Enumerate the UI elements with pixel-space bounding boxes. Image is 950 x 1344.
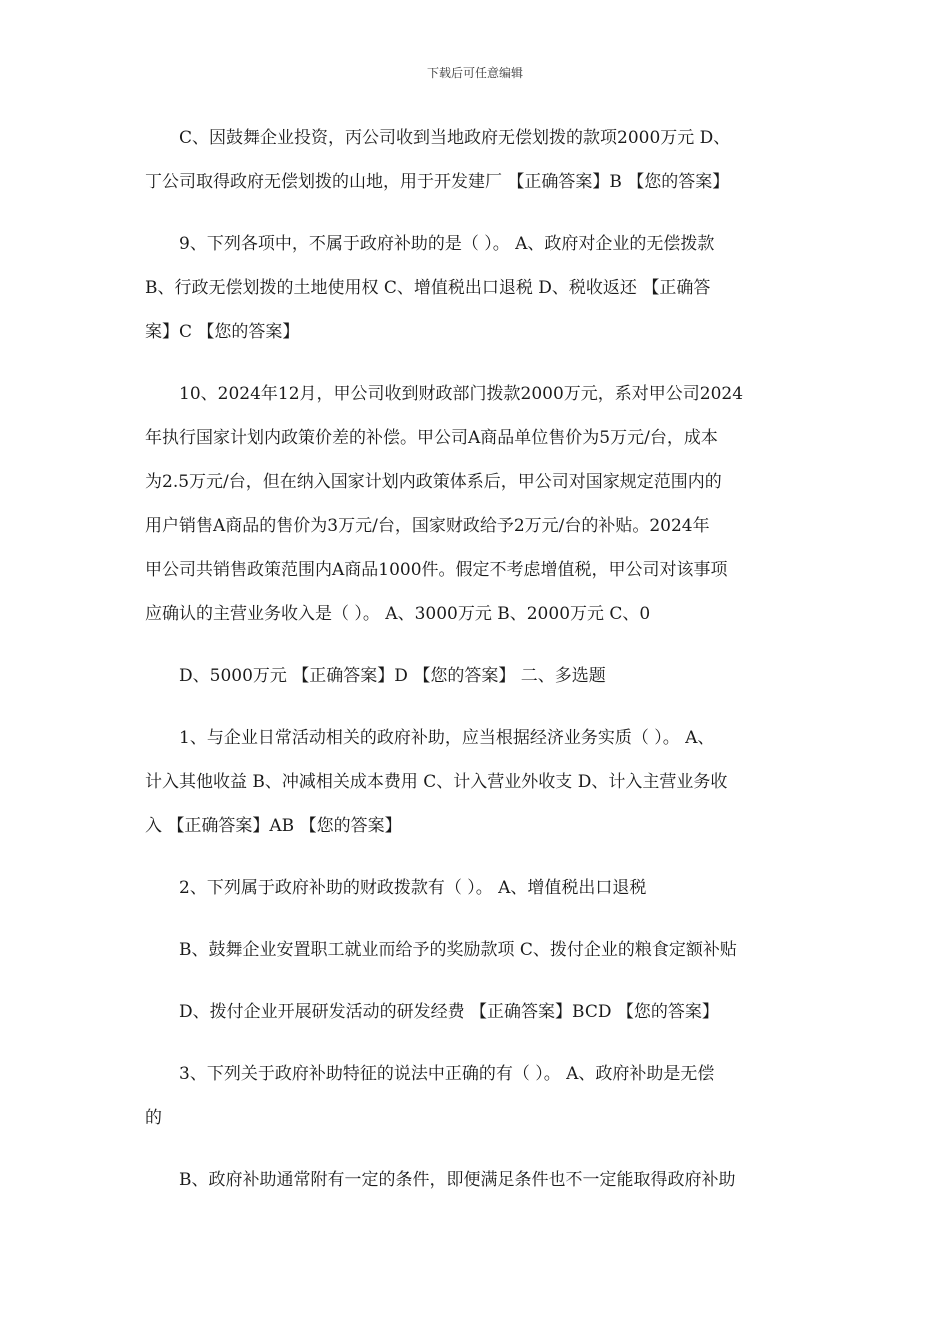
text-line: 3、下列关于政府补助特征的说法中正确的有（ ）。 A、政府补助是无偿 (179, 1064, 715, 1084)
paragraph-multi-question-3 (145, 1052, 810, 1140)
text-line: 的 (145, 1108, 162, 1128)
text-line: D、5000万元 【正确答案】D 【您的答案】 二、多选题 (179, 666, 606, 686)
paragraph-option-c-d (145, 116, 810, 204)
paragraph-multi-question-1 (145, 716, 810, 848)
paragraph-question-10 (145, 372, 810, 636)
text-line: 应确认的主营业务收入是（ ）。 A、3000万元 B、2000万元 C、0 (145, 604, 651, 624)
text-line: 1、与企业日常活动相关的政府补助，应当根据经济业务实质（ ）。 A、 (179, 728, 715, 748)
paragraph-multi-question-2-answer (145, 990, 810, 1034)
paragraph-multi-question-3-option-b (145, 1158, 810, 1202)
text-line: 入 【正确答案】AB 【您的答案】 (145, 816, 402, 836)
text-line: B、鼓舞企业安置职工就业而给予的奖励款项 C、拨付企业的粮食定额补贴 (179, 940, 737, 960)
text-line: 为2.5万元/台，但在纳入国家计划内政策体系后，甲公司对国家规定范围内的 (145, 472, 722, 492)
text-line: 甲公司共销售政策范围内A商品1000件。假定不考虑增值税，甲公司对该事项 (145, 560, 728, 580)
paragraph-multi-question-2 (145, 866, 810, 910)
paragraph-question-9 (145, 222, 810, 354)
page-header: 下载后可任意编辑 (426, 66, 523, 80)
text-line: 年执行国家计划内政策价差的补偿。甲公司A商品单位售价为5万元/台，成本 (145, 428, 718, 448)
text-line: 丁公司取得政府无偿划拨的山地，用于开发建厂 【正确答案】B 【您的答案】 (145, 172, 730, 192)
paragraph-multi-question-2-options (145, 928, 810, 972)
text-line: D、拨付企业开展研发活动的研发经费 【正确答案】BCD 【您的答案】 (179, 1002, 719, 1022)
text-line: B、行政无偿划拨的土地使用权 C、增值税出口退税 D、税收返还 【正确答 (145, 278, 711, 298)
paragraph-question-10-answer (145, 654, 810, 698)
text-line: 9、下列各项中，不属于政府补助的是（ ）。 A、政府对企业的无偿拨款 (179, 234, 715, 254)
text-line: 计入其他收益 B、冲减相关成本费用 C、计入营业外收支 D、计入主营业务收 (145, 772, 728, 792)
text-line: B、政府补助通常附有一定的条件，即便满足条件也不一定能取得政府补助 (179, 1170, 736, 1190)
document-body (145, 116, 810, 1220)
text-line: 10、2024年12月，甲公司收到财政部门拨款2000万元，系对甲公司2024 (179, 384, 744, 404)
text-line: C、因鼓舞企业投资，丙公司收到当地政府无偿划拨的款项2000万元 D、 (179, 128, 731, 148)
text-line: 2、下列属于政府补助的财政拨款有（ ）。 A、增值税出口退税 (179, 878, 647, 898)
text-line: 用户销售A商品的售价为3万元/台，国家财政给予2万元/台的补贴。2024年 (145, 516, 710, 536)
text-line: 案】C 【您的答案】 (145, 322, 300, 342)
